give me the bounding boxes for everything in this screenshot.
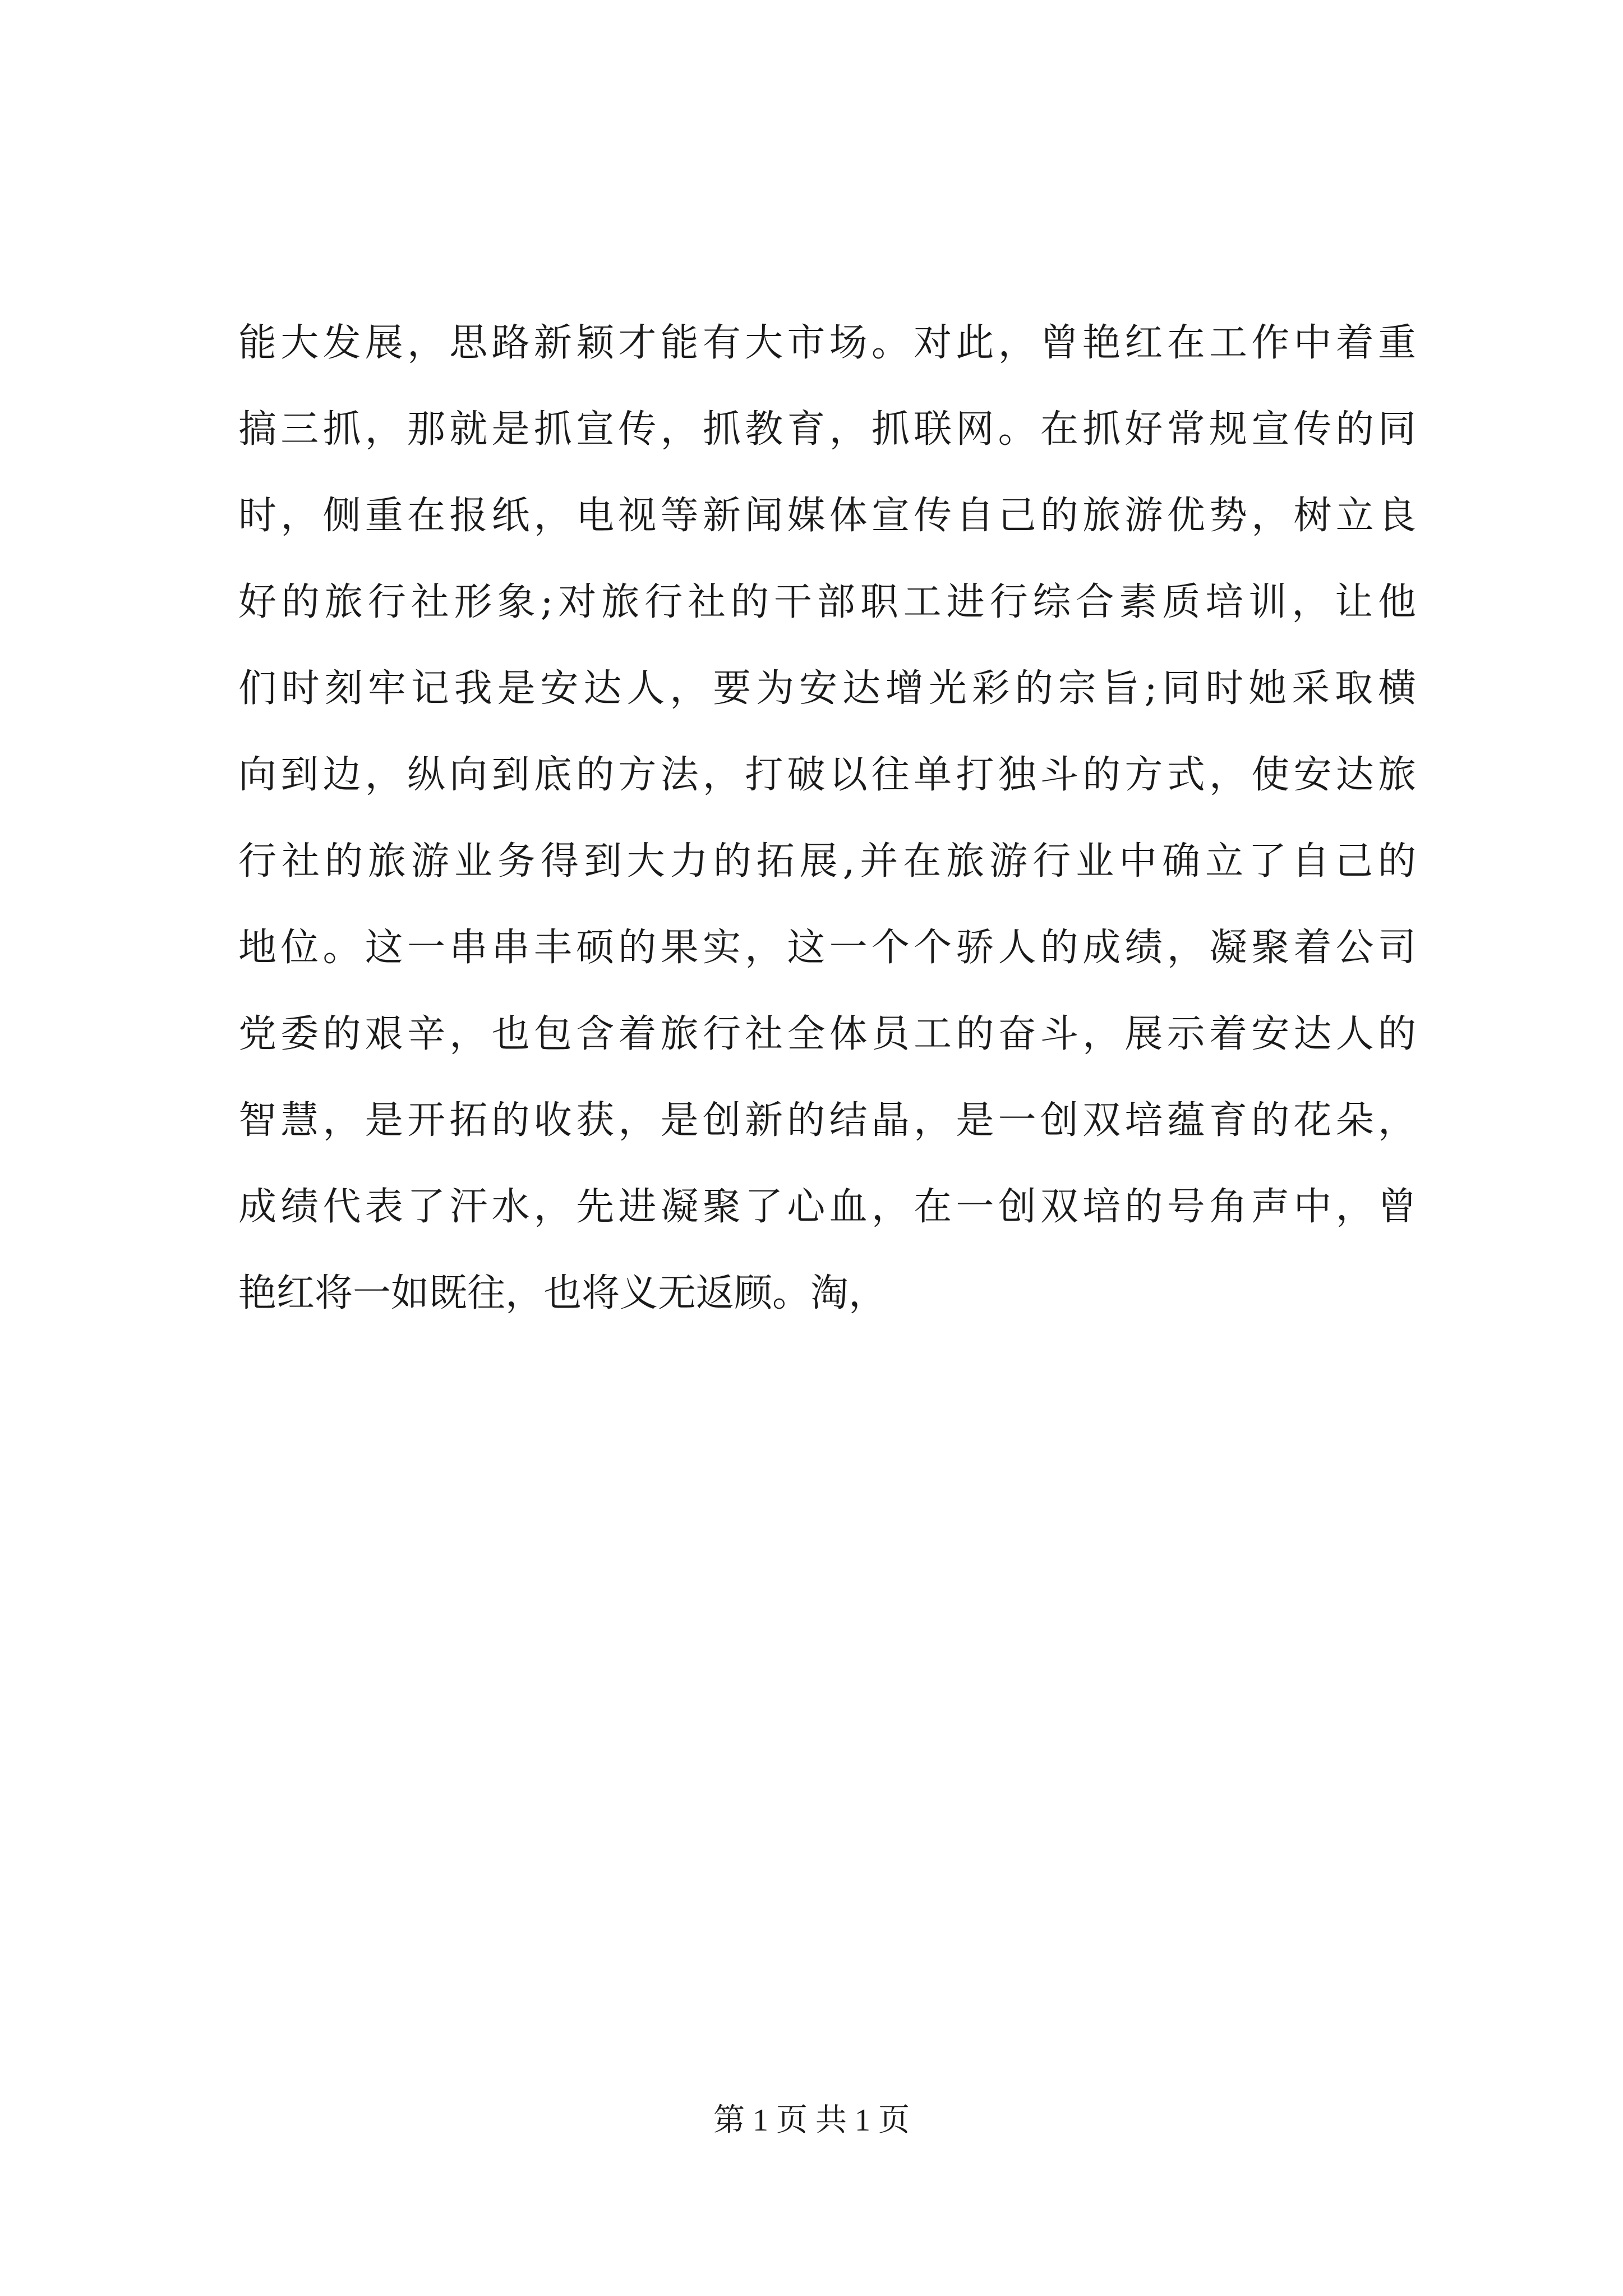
text-line: 能大发展，思路新颖才能有大市场。对此，曾艳红在工作中着重 xyxy=(238,321,1416,365)
text-line: 好的旅行社形象;对旅行社的干部职工进行综合素质培训，让他 xyxy=(238,580,1416,624)
body-paragraph xyxy=(238,300,1416,1337)
page-footer: 第 1 页 共 1 页 xyxy=(713,2103,910,2138)
text-line: 搞三抓，那就是抓宣传，抓教育，抓联网。在抓好常规宣传的同 xyxy=(238,407,1416,452)
text-line: 智慧，是开拓的收获，是创新的结晶，是一创双培蕴育的花朵， xyxy=(238,1098,1416,1143)
text-line: 时，侧重在报纸，电视等新闻媒体宣传自己的旅游优势，树立良 xyxy=(238,494,1416,538)
text-line: 地位。这一串串丰硕的果实，这一个个骄人的成绩，凝聚着公司 xyxy=(238,926,1416,970)
text-line: 向到边，纵向到底的方法，打破以往单打独斗的方式，使安达旅 xyxy=(238,753,1416,797)
text-line: 成绩代表了汗水，先进凝聚了心血，在一创双培的号角声中，曾 xyxy=(238,1185,1416,1229)
text-line: 行社的旅游业务得到大力的拓展,并在旅游行业中确立了自己的 xyxy=(238,839,1416,884)
text-line: 党委的艰辛，也包含着旅行社全体员工的奋斗，展示着安达人的 xyxy=(238,1012,1416,1056)
text-line: 们时刻牢记我是安达人，要为安达增光彩的宗旨;同时她采取横 xyxy=(238,666,1416,711)
text-line: 艳红将一如既往，也将义无返顾。淘， xyxy=(238,1271,887,1315)
